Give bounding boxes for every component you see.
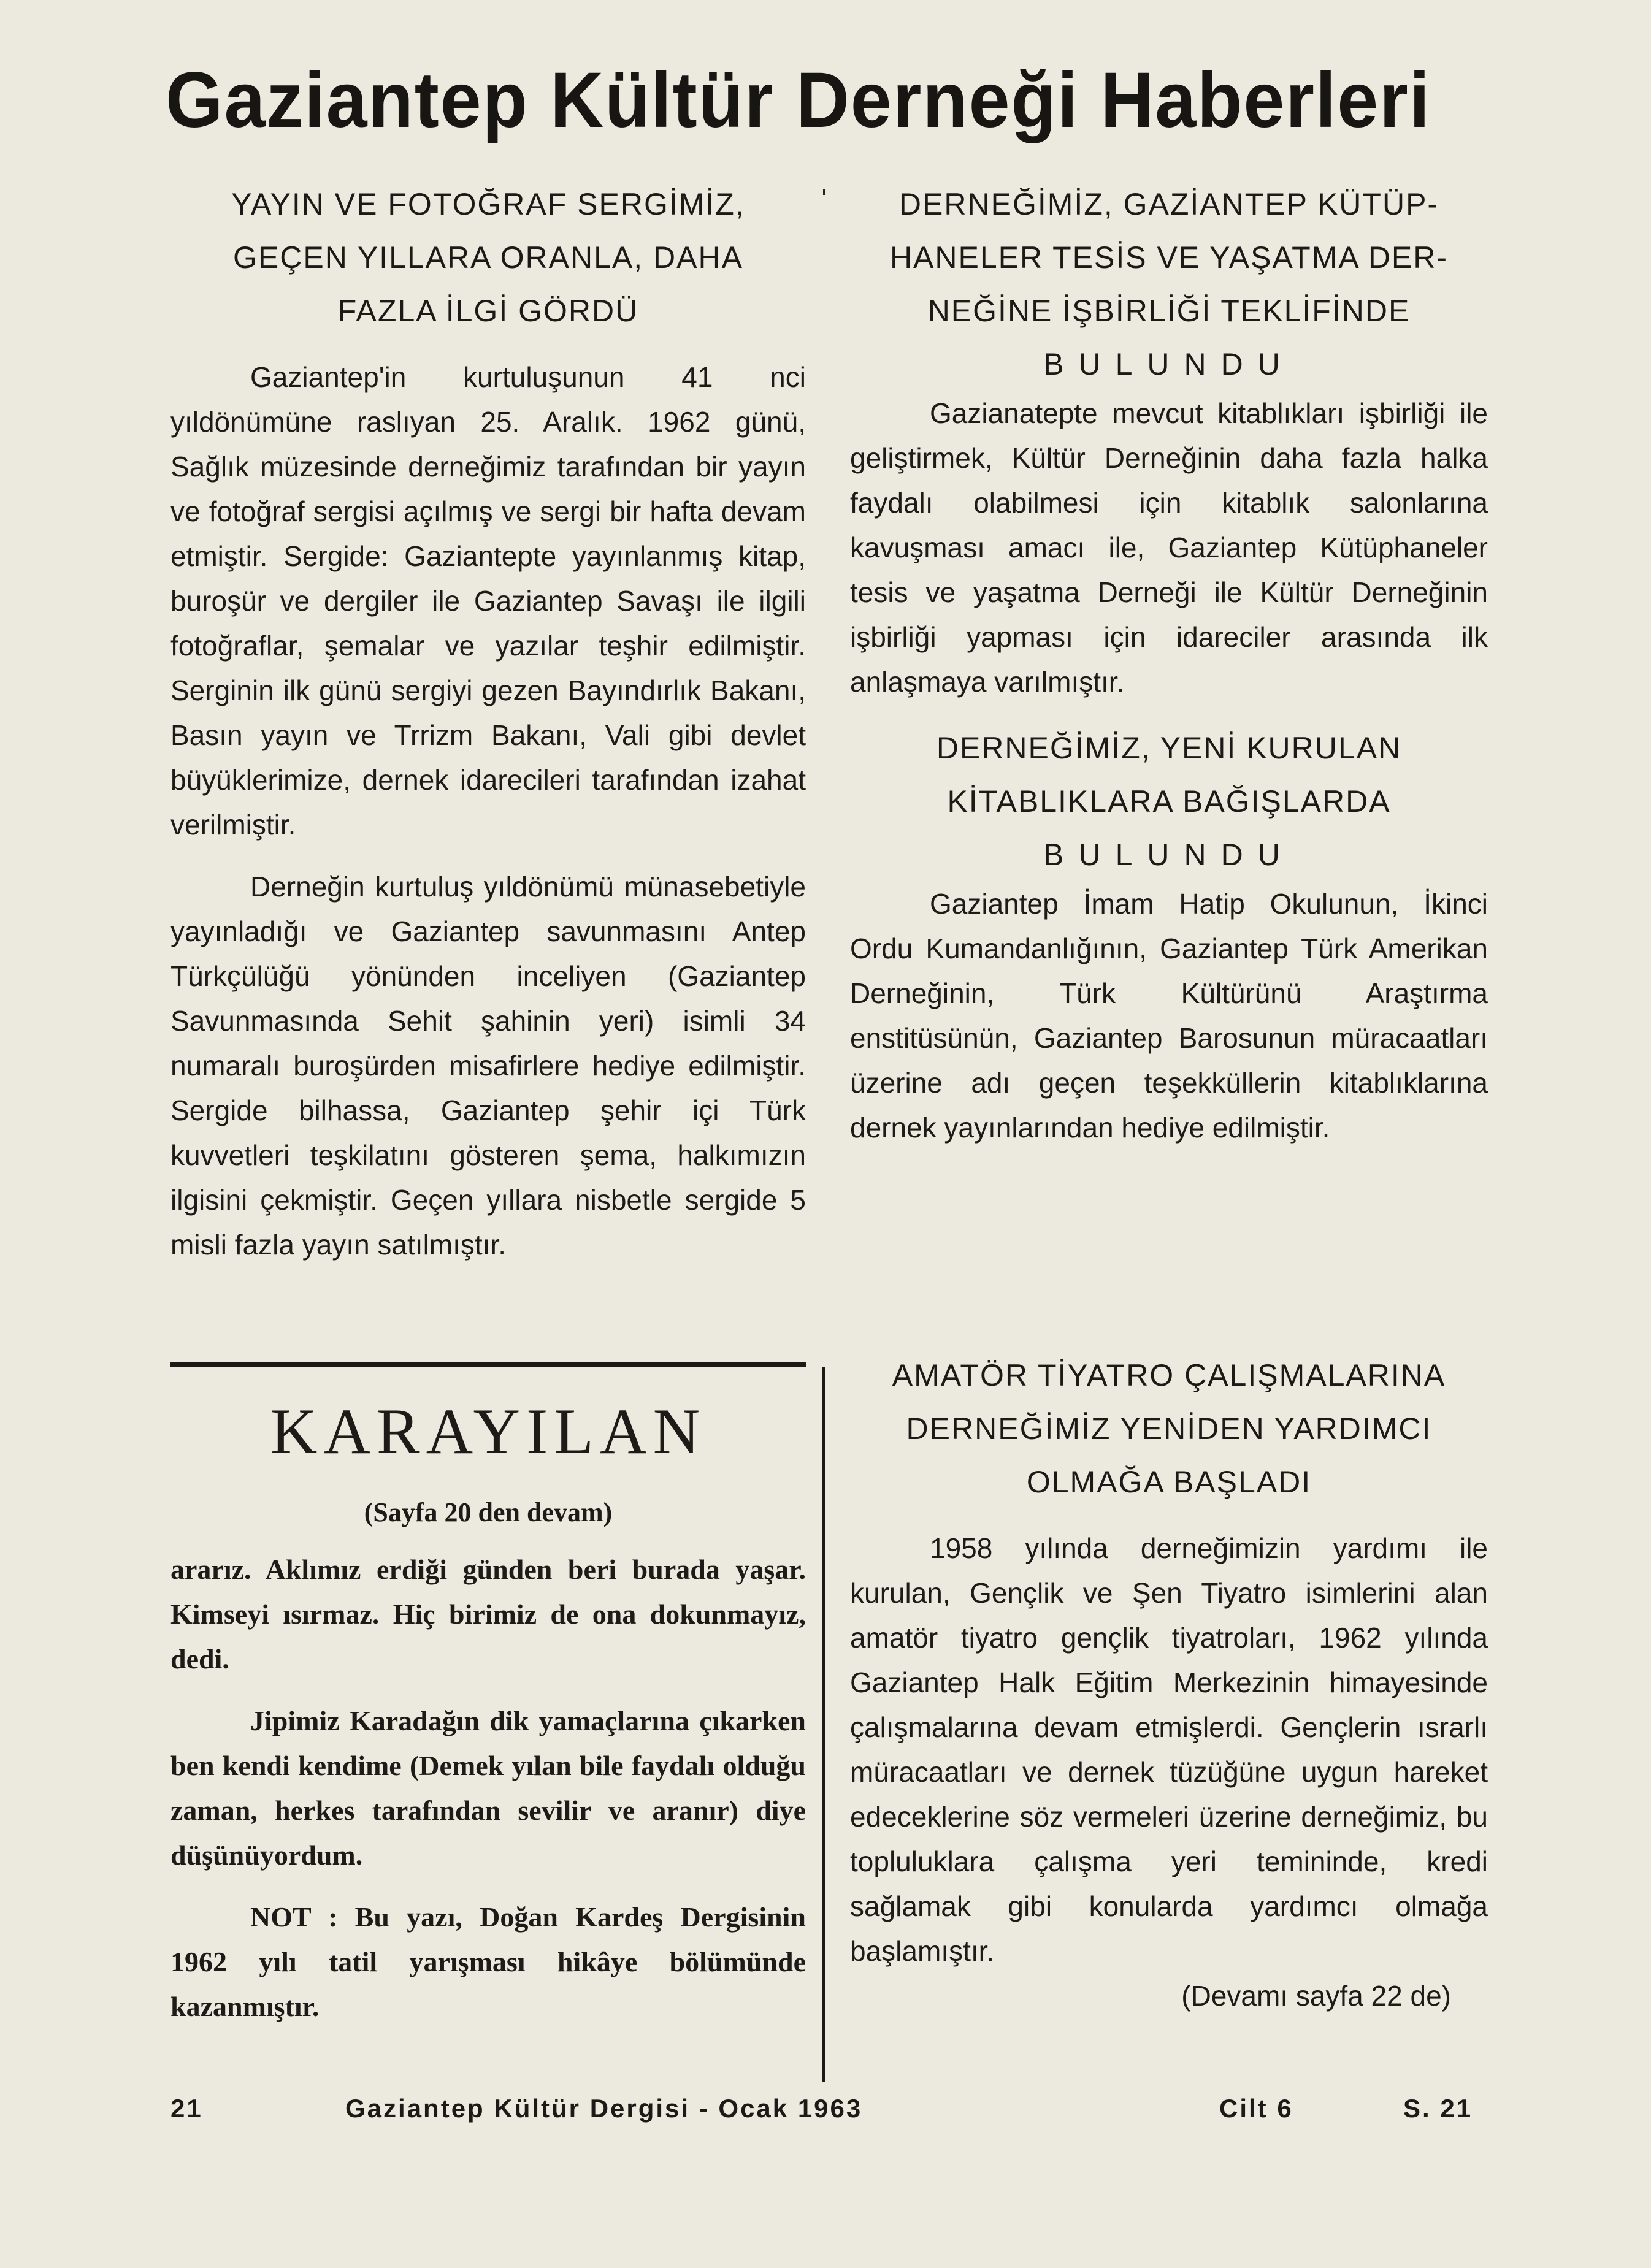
vertical-divider <box>822 1367 826 2082</box>
story-paragraph: ararız. Aklımız erdiği günden beri burada yaşar. Kimseyi ısırmaz. Hiç birimiz de ona dokunmayız, dedi. <box>170 1554 806 1674</box>
article-headline <box>850 178 1488 391</box>
page-footer <box>170 2094 1480 2131</box>
article-library-donations <box>850 722 1488 1150</box>
page-number: 21 <box>170 2094 203 2123</box>
article-headline <box>850 722 1488 882</box>
article-exhibition <box>170 178 806 1267</box>
headline-line: BULUNDU <box>1043 347 1295 381</box>
headline-line: OLMAĞA BAŞLADI <box>1026 1465 1312 1499</box>
volume-info: Cilt 6 <box>1219 2094 1293 2123</box>
article-paragraph: Gaziantep'in kurtuluşunun 41 nci yıldönümüne raslıyan 25. Aralık. 1962 günü, Sağlık müzesinde derneğimiz tarafından bir yayın ve fotoğraf sergisi açılmış ve sergi bir hafta devam etmiştir. Sergide: Gaziantepte yayınlanmış kitap, buroşür ve dergiler ile Gaziantep Savaşı ile ilgili fotoğraflar, şemalar ve yazılar teşhir edilmiştir. Serginin ilk günü sergiyi gezen Bayındırlık Bakanı, Basın yayın ve Trrizm Bakanı, Vali gibi devlet büyüklerimize, dernek idarecileri tarafından izahat verilmiştir. <box>170 361 806 841</box>
headline-line: DERNEĞİMİZ, YENİ KURULAN <box>936 731 1402 765</box>
article-amateur-theatre <box>850 1349 1488 2018</box>
story-paragraph: Jipimiz Karadağın dik yamaçlarına çıkarken ben kendi kendime (Demek yılan bile faydalı olduğu zaman, herkes tarafından sevilir ve aranır) diye düşünüyordum. <box>170 1705 806 1871</box>
story-karayilan <box>170 1380 806 2029</box>
headline-line: FAZLA İLGİ GÖRDÜ <box>337 294 639 328</box>
article-paragraph: 1958 yılında derneğimizin yardımı ile kurulan, Gençlik ve Şen Tiyatro isimlerini alan amatör tiyatro gençlik tiyatroları, 1962 yılında Gaziantep Halk Eğitim Merkezinin himayesinde çalışmalarına devam etmişlerdi. Gençlerin ısrarlı müracaatları ve dernek tüzüğüne uygun hareket edeceklerine söz vermeleri üzerine derneğimiz, bu topluluklara çalışma yeri temininde, kredi sağlamak gibi konularda yardımcı olmağa başlamıştır. <box>850 1532 1488 1967</box>
headline-line: YAYIN VE FOTOĞRAF SERGİMİZ, <box>231 187 745 221</box>
article-headline <box>170 178 806 338</box>
story-title: KARAYILAN <box>270 1396 707 1467</box>
article-headline <box>850 1349 1488 1509</box>
masthead-title: Gaziantep Kültür Derneği Haberleri <box>166 56 1431 144</box>
article-paragraph: Derneğin kurtuluş yıldönümü münasebetiyle yayınladığı ve Gaziantep savunmasını Antep Türkçülüğü yönünden inceliyen (Gaziantep Savunmasında Sehit şahinin yeri) isimli 34 numaralı buroşürden misafirlere hediye edilmiştir. Sergide bilhassa, Gaziantep şehir içi Türk kuvvetleri teşkilatını gösteren şema, halkımızın ilgisini çekmiştir. Geçen yıllara nisbetle sergide 5 misli fazla yayın satılmıştır. <box>170 871 806 1261</box>
headline-line: BULUNDU <box>1043 838 1295 872</box>
article-libraries-cooperation <box>850 178 1488 704</box>
publication-info: Gaziantep Kültür Dergisi - Ocak 1963 <box>345 2094 863 2123</box>
article-paragraph: Gazianatepte mevcut kitablıkları işbirliği ile geliştirmek, Kültür Derneğinin daha fazla halka faydalı olabilmesi için kitablık salonlarına kavuşması amacı ile, Gaziantep Kütüphaneler tesis ve yaşatma Derneği ile Kültür Derneğinin işbirliği yapması için idareciler arasında ilk anlaşmaya varılmıştır. <box>850 397 1488 698</box>
right-column <box>850 178 1488 1150</box>
headline-line: HANELER TESİS VE YAŞATMA DER- <box>889 240 1449 275</box>
headline-line: NEĞİNE İŞBİRLİĞİ TEKLİFİNDE <box>927 294 1411 328</box>
continued-note: (Devamı sayfa 22 de) <box>1181 1980 1451 2012</box>
issue-info: S. 21 <box>1403 2094 1473 2123</box>
article-paragraph: Gaziantep İmam Hatip Okulunun, İkinci Ordu Kumandanlığının, Gaziantep Türk Amerikan Derneğinin, Türk Kültürünü Araştırma enstitüsünün, Gaziantep Barosunun müracaatları üzerine adı geçen teşekküllerin kitablıklarına dernek yayınlarından hediye edilmiştir. <box>850 888 1488 1144</box>
headline-line: DERNEĞİMİZ YENİDEN YARDIMCI <box>906 1411 1432 1446</box>
headline-line: GEÇEN YILLARA ORANLA, DAHA <box>233 240 743 275</box>
story-paragraph: NOT : Bu yazı, Doğan Kardeş Dergisinin 1962 yılı tatil yarışması hikâye bölümünde kazanmıştır. <box>170 1901 806 2022</box>
headline-line: DERNEĞİMİZ, GAZİANTEP KÜTÜP- <box>898 187 1439 221</box>
story-subtitle: (Sayfa 20 den devam) <box>364 1497 613 1527</box>
headline-line: KİTABLIKLARA BAĞIŞLARDA <box>947 784 1391 819</box>
horizontal-divider <box>170 1362 806 1367</box>
print-mark <box>823 189 826 195</box>
headline-line: AMATÖR TİYATRO ÇALIŞMALARINA <box>892 1358 1446 1392</box>
